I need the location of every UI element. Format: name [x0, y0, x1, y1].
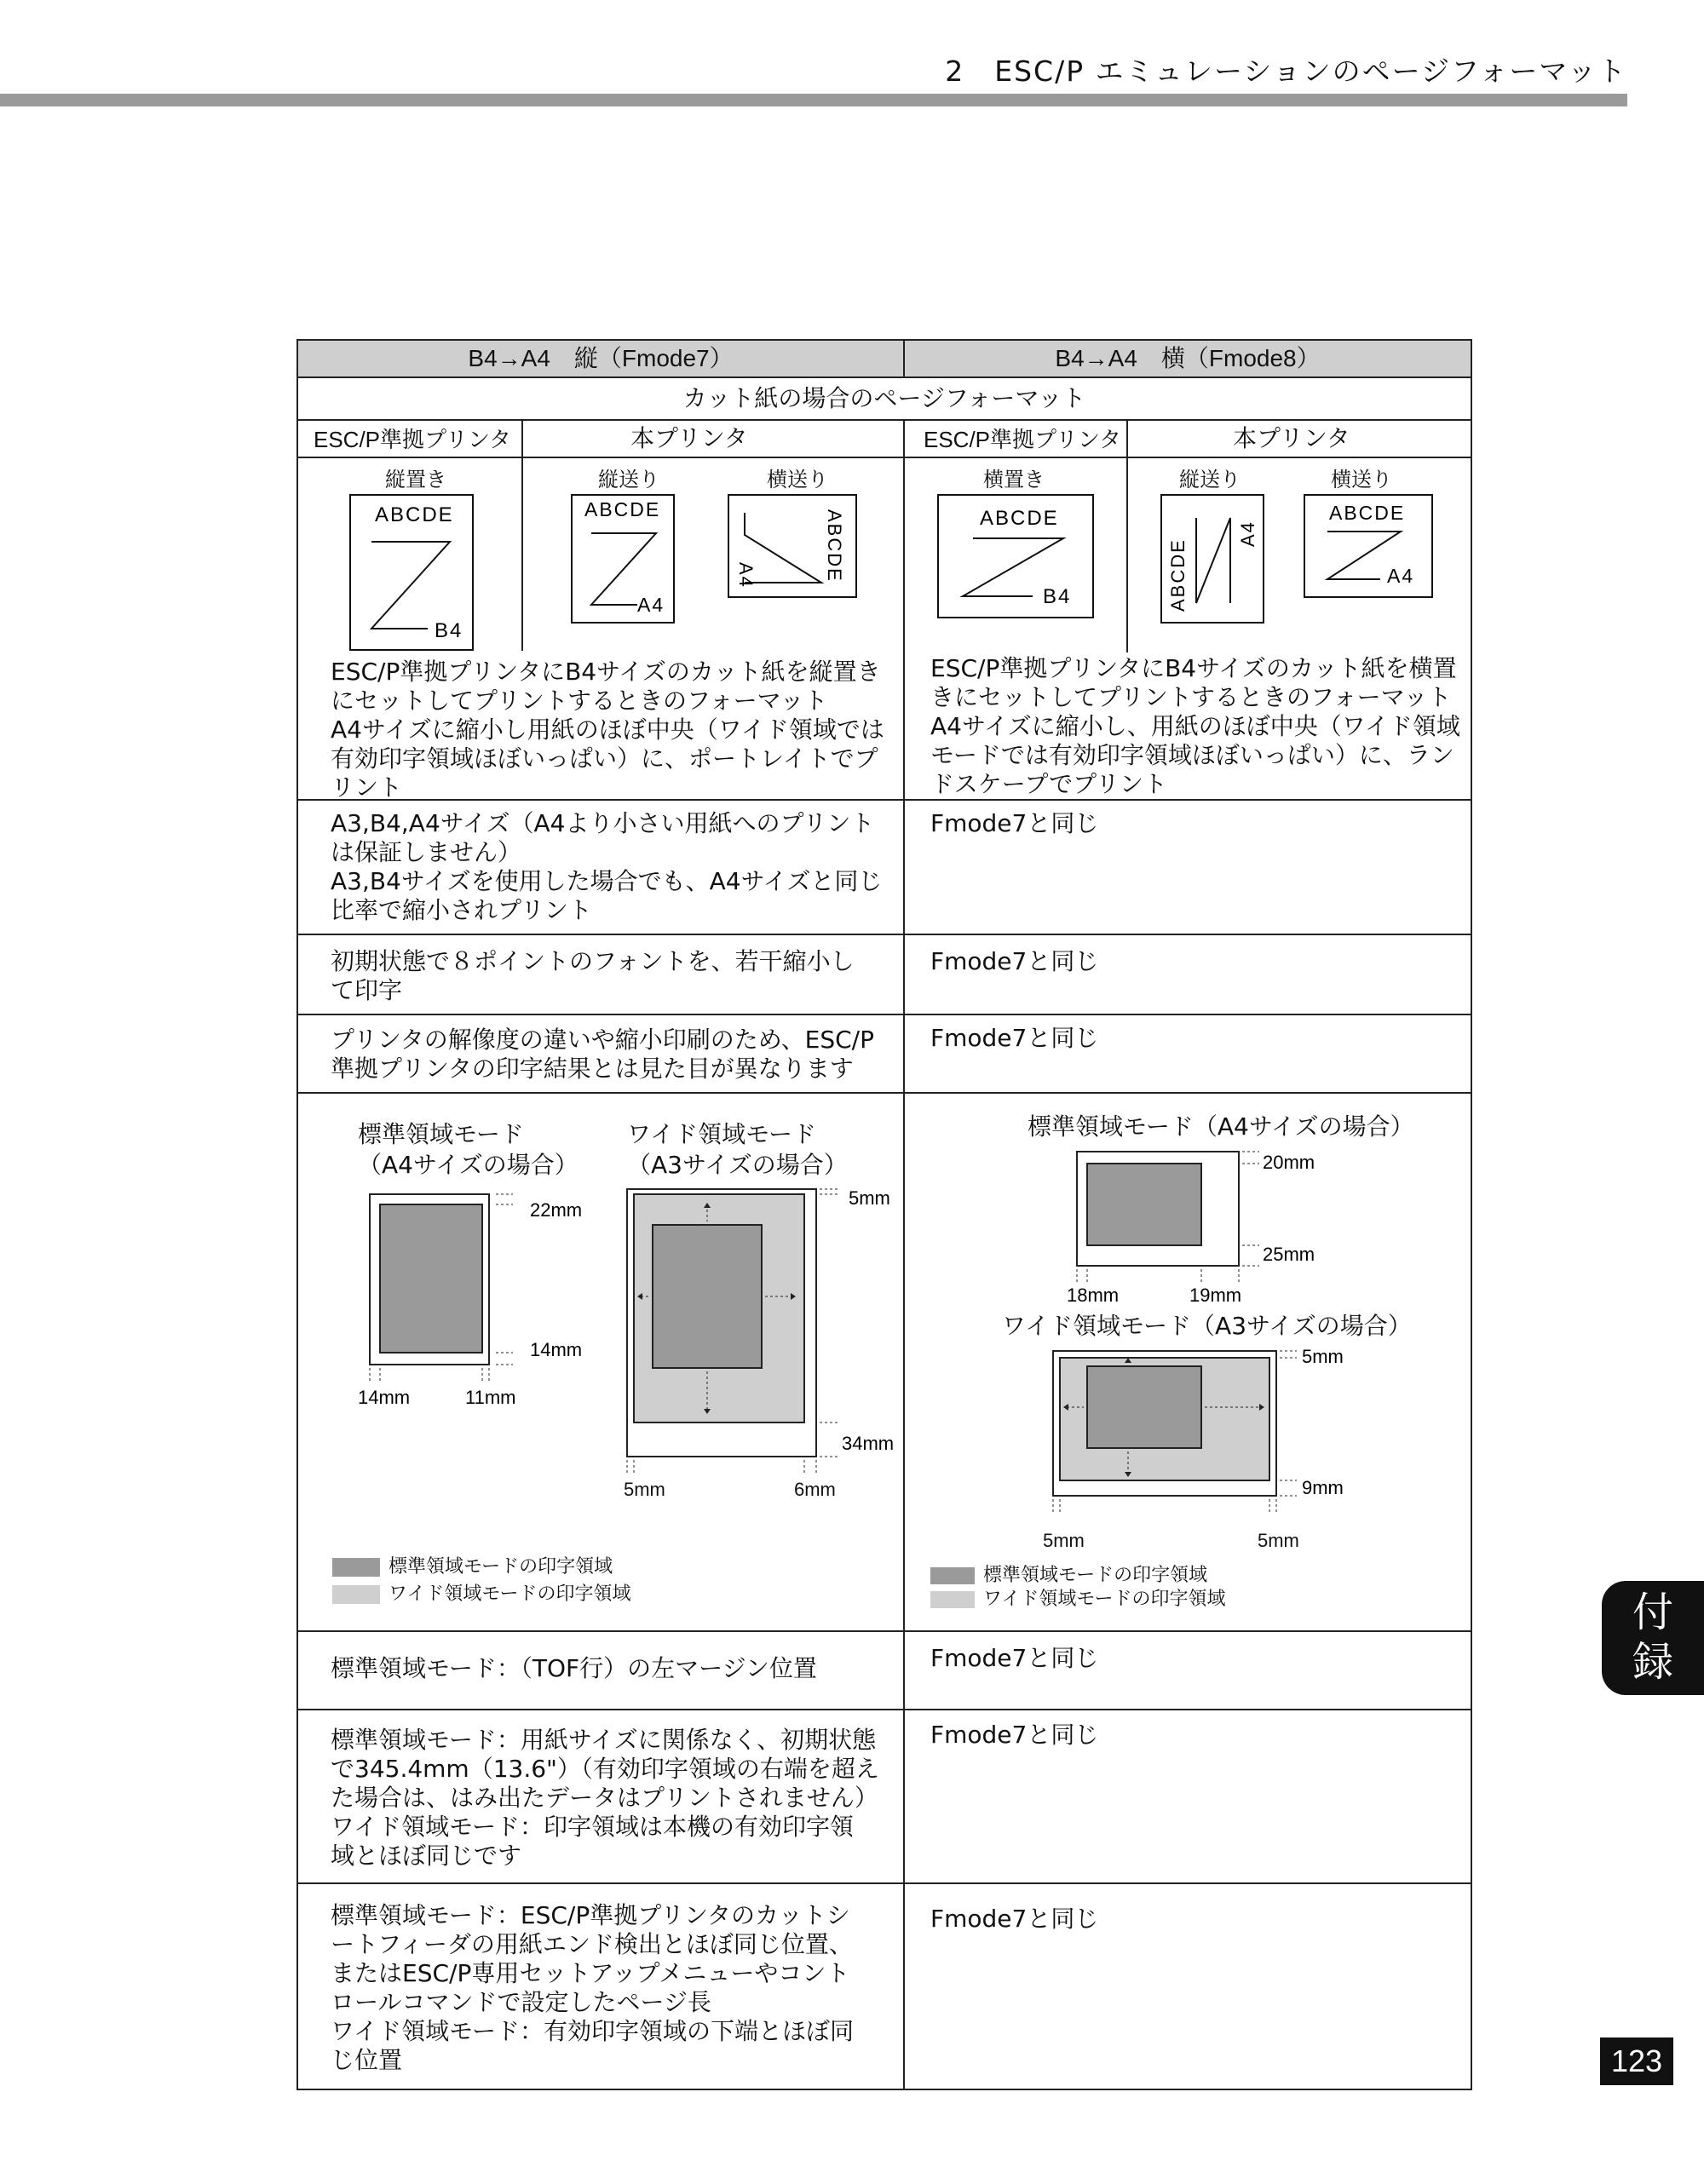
dim-bottom: 9mm	[1302, 1477, 1344, 1498]
diagram-divider-left	[521, 458, 523, 651]
dim-bottom: 14mm	[530, 1339, 583, 1360]
paper-text-abcde: ABCDE	[980, 507, 1059, 530]
row-format-description	[297, 457, 1471, 800]
text-line: にセットしてプリントするときのフォーマット	[331, 687, 828, 715]
text-line: A4サイズに縮小し、用紙のほぼ中央（ワイド領域	[930, 712, 1460, 740]
row-right-margin	[297, 1710, 1471, 1883]
legend-left	[332, 1554, 630, 1608]
label-yokookuri: 横送り	[1331, 468, 1392, 491]
paper-a4-portrait-diagram	[571, 494, 676, 625]
paper-a4-landscape-diagram	[1304, 494, 1435, 600]
text-line: ートフィーダの用紙エンド検出とほぼ同じ位置、	[331, 1930, 853, 1958]
paper-b4-portrait-diagram	[349, 494, 475, 652]
text-line: た場合は、はみ出たデータはプリントされません）	[331, 1784, 878, 1812]
dim-left: 5mm	[1043, 1530, 1085, 1551]
row1-left	[297, 457, 904, 800]
sub-header-divider-left	[521, 421, 523, 458]
row8-right-text: Fmode7と同じ	[930, 1905, 1099, 1933]
text-line: ドスケープでプリント	[930, 770, 1168, 798]
row2-right-text: Fmode7と同じ	[930, 809, 1099, 837]
row7-right	[904, 1710, 1471, 1883]
text-line: A4サイズに縮小し用紙のほぼ中央（ワイド領域では	[331, 716, 884, 744]
left-wide-title	[627, 1119, 848, 1181]
paper-a4-rotated-right-diagram	[1160, 494, 1266, 625]
text-line: 標準領域モード：用紙サイズに関係なく、初期状態	[331, 1726, 877, 1754]
dim-left: 14mm	[358, 1387, 411, 1408]
text-line: ワイド領域モード：有効印字領域の下端とほぼ同	[331, 2017, 855, 2045]
text-line: ロールコマンドで設定したページ長	[331, 1988, 711, 2016]
dim-right: 5mm	[1258, 1530, 1299, 1551]
text-line: 標準領域モード：ESC/P準拠プリンタのカットシ	[331, 1901, 850, 1929]
left-wide-area-diagram	[615, 1179, 905, 1477]
text-line: 初期状態で８ポイントのフォントを、若干縮小し	[331, 947, 855, 975]
running-header: 2 ESC/P エミュレーションのページフォーマット	[945, 55, 1627, 88]
text-line: ワイド領域モード：印字領域は本機の有効印字領	[331, 1813, 855, 1841]
diagram-divider-right	[1126, 458, 1128, 652]
title-line: ワイド領域モード	[627, 1120, 817, 1148]
dim-right: 11mm	[465, 1387, 516, 1408]
column-header-fmode7: B4→A4 縦（Fmode7）	[297, 340, 904, 377]
paper-text-abcde: ABCDE	[375, 503, 454, 526]
tab-line: 付	[1632, 1589, 1673, 1636]
appendix-side-tab[interactable]	[1602, 1581, 1704, 1695]
label-yokookuri: 横送り	[767, 468, 828, 491]
row-page-length	[297, 1883, 1471, 2089]
row5-left	[297, 1093, 904, 1631]
dim-bottom: 34mm	[842, 1433, 895, 1454]
row7-left-text	[298, 1710, 903, 1879]
legend-swatch-wide	[332, 1585, 380, 1604]
sub-header-divider-right	[1126, 421, 1128, 458]
title-line: （A4サイズの場合）	[358, 1151, 579, 1179]
legend-item-wide	[332, 1581, 630, 1608]
paper-text-abcde: ABCDE	[1329, 502, 1406, 524]
row8-left	[297, 1883, 904, 2089]
text-line: きにセットしてプリントするときのフォーマット	[930, 683, 1452, 711]
legend-label: 標準領域モードの印字領域	[983, 1565, 1208, 1586]
row6-left-text: 標準領域モード：（TOF行）の左マージン位置	[331, 1654, 817, 1682]
row3-left-text	[298, 935, 903, 1014]
paper-text-abcde: ABCDE	[824, 509, 845, 583]
text-line: 域とほぼ同じです	[331, 1842, 522, 1870]
right-standard-title: 標準領域モード（A4サイズの場合）	[1028, 1112, 1414, 1141]
row8-left-text	[298, 1884, 903, 2083]
text-line: リント	[331, 773, 403, 802]
row1-right-description	[930, 654, 1460, 799]
header-rule	[0, 94, 1627, 106]
row1-left-description	[331, 658, 884, 802]
legend-item-wide	[930, 1588, 1225, 1612]
row-resolution	[297, 1014, 1471, 1093]
text-line: ESC/P準拠プリンタにB4サイズのカット紙を縦置き	[331, 658, 881, 686]
column-header-row	[297, 340, 1471, 377]
right-wide-title: ワイド領域モード（A3サイズの場合）	[1002, 1312, 1412, 1340]
row-left-margin	[297, 1631, 1471, 1710]
row1-right	[904, 457, 1471, 800]
text-line: ESC/P準拠プリンタにB4サイズのカット紙を横置	[930, 654, 1457, 682]
dim-left: 5mm	[624, 1479, 665, 1500]
text-line: て印字	[331, 976, 403, 1004]
legend-item-standard	[332, 1554, 630, 1581]
right-wide-area-diagram	[1041, 1342, 1344, 1530]
dim-right: 6mm	[794, 1479, 836, 1500]
text-line: 準拠プリンタの印字結果とは見た目が異なります	[331, 1055, 854, 1083]
row3-right	[904, 934, 1471, 1014]
paper-text-b4: B4	[435, 619, 463, 642]
row3-right-text: Fmode7と同じ	[930, 947, 1099, 975]
row4-right	[904, 1014, 1471, 1093]
sub-header-right	[904, 420, 1471, 457]
row2-right	[904, 800, 1471, 934]
page-number: 123	[1600, 2037, 1673, 2085]
row4-right-text: Fmode7と同じ	[930, 1024, 1099, 1052]
text-line: は保証しません）	[331, 838, 522, 866]
paper-text-a4: A4	[1387, 565, 1415, 587]
row4-left	[297, 1014, 904, 1093]
legend-item-standard	[930, 1564, 1225, 1588]
tab-line: 録	[1632, 1638, 1673, 1686]
text-line: A3,B4,A4サイズ（A4より小さい用紙へのプリント	[331, 809, 875, 837]
sub-header-escp-right: ESC/P準拠プリンタ	[924, 427, 1121, 452]
sub-header-row	[297, 420, 1471, 457]
paper-text-a4: A4	[735, 562, 757, 589]
paper-text-abcde: ABCDE	[1167, 538, 1189, 612]
paper-a4-rotated-diagram	[728, 494, 859, 600]
row6-left	[297, 1631, 904, 1710]
legend-right	[930, 1564, 1225, 1612]
page-format-table	[296, 339, 1472, 2090]
sub-header-escp-left: ESC/P準拠プリンタ	[314, 427, 511, 452]
row5-right	[904, 1093, 1471, 1631]
legend-label: ワイド領域モードの印字領域	[389, 1583, 631, 1605]
label-tategaki: 縦置き	[385, 468, 446, 491]
row-print-area	[297, 1093, 1471, 1631]
legend-swatch-standard	[332, 1558, 380, 1577]
row2-left	[297, 800, 904, 934]
row-paper-size	[297, 800, 1471, 934]
sub-header-this-left: 本プリンタ	[630, 424, 748, 452]
right-standard-area-diagram	[1067, 1141, 1322, 1320]
paper-text-abcde: ABCDE	[584, 498, 661, 520]
dim-left: 18mm	[1067, 1285, 1120, 1306]
row7-left	[297, 1710, 904, 1883]
legend-swatch-standard	[930, 1567, 975, 1584]
dim-bottom: 25mm	[1263, 1244, 1315, 1265]
text-line: プリンタの解像度の違いや縮小印刷のため、ESC/P	[331, 1026, 874, 1054]
text-line: モードでは有効印字領域ほぼいっぱい）に、ラン	[930, 741, 1454, 769]
text-line: で345.4mm（13.6"）（有効印字領域の右端を超え	[331, 1755, 879, 1783]
text-line: じ位置	[331, 2046, 403, 2074]
dim-top: 5mm	[1302, 1346, 1344, 1367]
sub-header-left	[297, 420, 904, 457]
row2-left-text	[298, 801, 903, 934]
left-standard-area-diagram	[358, 1186, 583, 1408]
paper-text-b4: B4	[1043, 585, 1072, 608]
legend-swatch-wide	[930, 1591, 975, 1608]
paper-b4-landscape-diagram	[937, 494, 1096, 620]
dim-top: 5mm	[849, 1187, 890, 1209]
row8-right	[904, 1883, 1471, 2089]
section-title-row	[297, 377, 1471, 420]
text-line: 有効印字領域ほぼいっぱい）に、ポートレイトでプ	[331, 744, 878, 773]
label-yokooki: 横置き	[983, 468, 1045, 491]
text-line: A3,B4サイズを使用した場合でも、A4サイズと同じ	[331, 867, 883, 895]
row6-right-text: Fmode7と同じ	[930, 1644, 1099, 1672]
legend-label: ワイド領域モードの印字領域	[983, 1589, 1226, 1610]
row3-left	[297, 934, 904, 1014]
title-line: 標準領域モード	[358, 1120, 524, 1148]
paper-text-a4: A4	[1237, 520, 1258, 547]
row4-left-text	[298, 1015, 903, 1092]
legend-label: 標準領域モードの印字領域	[389, 1556, 613, 1578]
row7-right-text: Fmode7と同じ	[930, 1721, 1099, 1749]
row-font	[297, 934, 1471, 1014]
sub-header-this-right: 本プリンタ	[1233, 424, 1350, 452]
dim-top: 22mm	[530, 1199, 583, 1221]
left-standard-title	[358, 1119, 579, 1181]
title-line: （A3サイズの場合）	[627, 1151, 848, 1179]
row6-right	[904, 1631, 1471, 1710]
dim-top: 20mm	[1263, 1152, 1315, 1173]
label-tateokuri: 縦送り	[598, 468, 659, 491]
text-line: またはESC/P専用セットアップメニューやコント	[331, 1959, 850, 1987]
paper-text-a4: A4	[637, 594, 665, 616]
text-line: 比率で縮小されプリント	[331, 896, 592, 924]
label-tateokuri: 縦送り	[1179, 468, 1241, 491]
dim-right: 19mm	[1189, 1285, 1242, 1306]
column-header-fmode8: B4→A4 横（Fmode8）	[904, 340, 1471, 377]
section-title: カット紙の場合のページフォーマット	[297, 377, 1471, 420]
